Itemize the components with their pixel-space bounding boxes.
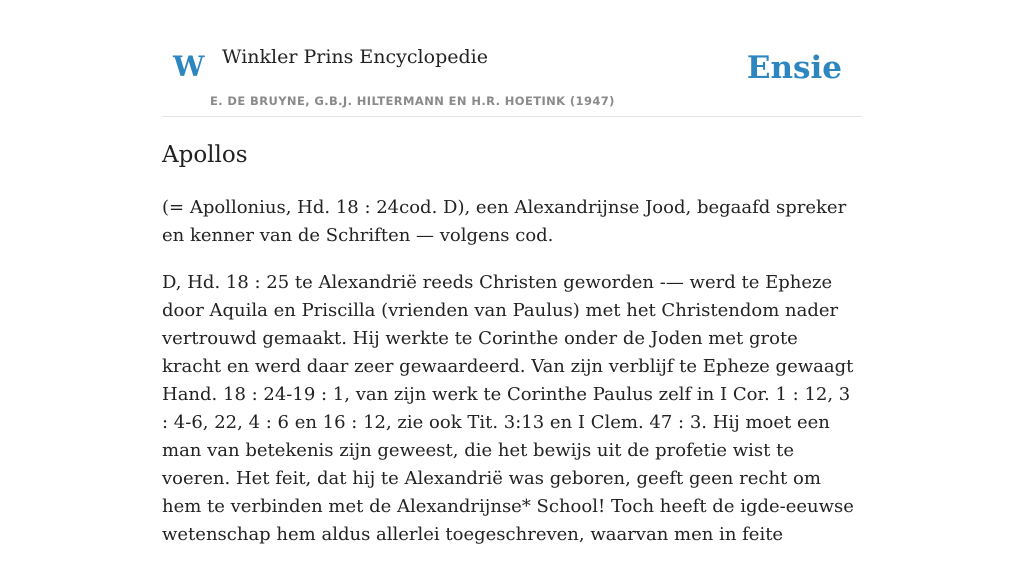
article-paragraph: (= Apollonius, Hd. 18 : 24cod. D), een Alexandrijnse Jood, begaafd spreker en kenner van de Schriften — volgens cod. (162, 197, 847, 246)
article-title: Apollos (162, 142, 248, 168)
publication-logo[interactable]: W (173, 50, 205, 83)
publication-authors: E. DE BRUYNE, G.B.J. HILTERMANN EN H.R. HOETINK (1947) (210, 94, 615, 108)
ensie-brand-logo[interactable]: Ensie (746, 50, 842, 86)
article-paragraph: D, Hd. 18 : 25 te Alexandrië reeds Christen geworden -— werd te Epheze door Aquila en Priscilla (vrienden van Paulus) met het Christendom nader vertrouwd gemaakt. Hij werkte te Corinthe onder de Joden met grote kracht en werd daar zeer gewaardeerd. Van zijn verblijf te Epheze gewaagt Hand. 18 : 24-19 : 1, van zijn werk te Corinthe Paulus zelf in I Cor. 1 : 12, 3 : 4-6, 22, 4 : 6 en 16 : 12, zie ook Tit. 3:13 en I Clem. 47 : 3. Hij moet een man van betekenis zijn geweest, die het bewijs uit de profetie wist te voeren. Het feit, dat hij te Alexandrië was geboren, geeft geen recht om hem te verbinden met de Alexandrijnse* School! Toch heeft de igde-eeuwse wetenschap hem aldus allerlei toegeschreven, waarvan men in feite (162, 272, 854, 545)
publication-title[interactable]: Winkler Prins Encyclopedie (222, 46, 488, 68)
article (162, 138, 862, 568)
site-header (162, 40, 862, 117)
